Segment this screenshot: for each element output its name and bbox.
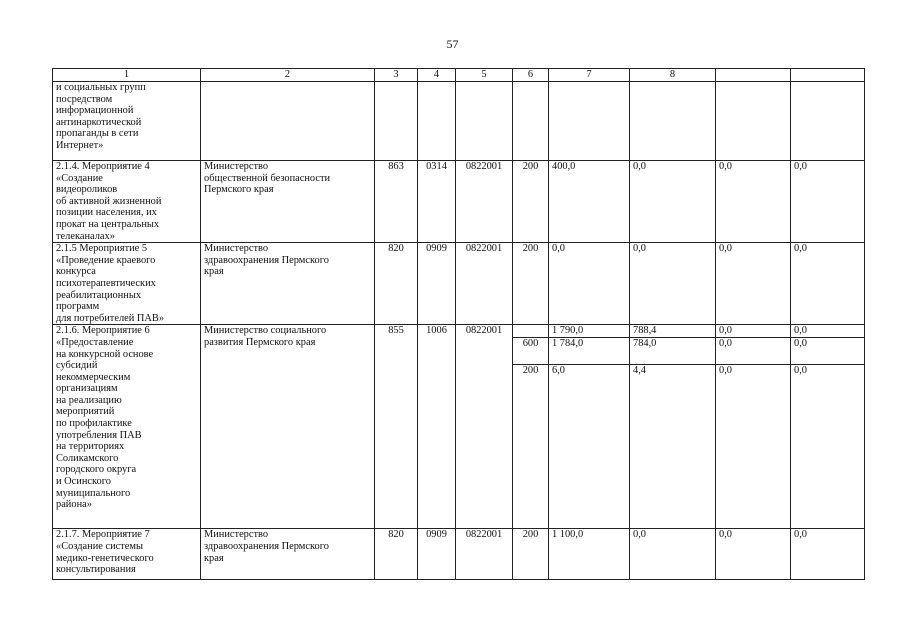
header-cell: 3 <box>375 69 418 82</box>
amount-cell: 0,0 <box>791 243 865 325</box>
table-row <box>53 82 865 161</box>
amount-cell: 1 100,0 <box>549 529 630 580</box>
amount-cell: 0,0 <box>630 161 716 243</box>
header-cell: 6 <box>513 69 549 82</box>
code-cell: 820 <box>375 529 418 580</box>
amount-cell: 0,0 <box>791 325 865 338</box>
ministry-cell: Министерство здравоохранения Пермского края <box>201 529 375 580</box>
measure-name-cell: 2.1.7. Мероприятие 7 «Создание системы медико-генетического консультирования <box>53 529 201 580</box>
amount-cell: 0,0 <box>716 325 791 338</box>
amount-cell: 400,0 <box>549 161 630 243</box>
header-cell <box>716 69 791 82</box>
amount-cell: 6,0 <box>549 365 630 529</box>
expense-type-cell: 200 <box>513 161 549 243</box>
amount-cell: 0,0 <box>716 338 791 365</box>
measure-name-cell: 2.1.6. Мероприятие 6 «Предоставление на конкурсной основе субсидий некоммерческим организациям на реализацию мероприятий по профилактике употребления ПАВ на территориях Соликамского городского округа и Осинского муниципального района» <box>53 325 201 529</box>
expense-type-cell: 600 <box>513 338 549 365</box>
amount-cell <box>630 82 716 161</box>
amount-cell: 0,0 <box>549 243 630 325</box>
header-cell: 2 <box>201 69 375 82</box>
amount-cell: 0,0 <box>791 161 865 243</box>
section-cell: 0909 <box>418 529 456 580</box>
ministry-cell: Министерство общественной безопасности Пермского края <box>201 161 375 243</box>
measure-name-cell: и социальных групп посредством информационной антинаркотической пропаганды в сети Интернет» <box>53 82 201 161</box>
section-cell: 0314 <box>418 161 456 243</box>
amount-cell <box>791 82 865 161</box>
target-article-cell: 0822001 <box>456 529 513 580</box>
header-cell: 5 <box>456 69 513 82</box>
amount-cell: 0,0 <box>716 529 791 580</box>
section-cell <box>418 82 456 161</box>
header-cell <box>791 69 865 82</box>
code-cell: 863 <box>375 161 418 243</box>
target-article-cell: 0822001 <box>456 243 513 325</box>
table-row <box>53 325 865 338</box>
amount-cell: 784,0 <box>630 338 716 365</box>
target-article-cell <box>456 82 513 161</box>
amount-cell: 0,0 <box>791 338 865 365</box>
code-cell <box>375 82 418 161</box>
header-cell: 1 <box>53 69 201 82</box>
amount-cell: 0,0 <box>630 529 716 580</box>
ministry-cell <box>201 82 375 161</box>
amount-cell: 0,0 <box>791 529 865 580</box>
header-cell: 4 <box>418 69 456 82</box>
table-row <box>53 243 865 325</box>
target-article-cell: 0822001 <box>456 161 513 243</box>
amount-cell: 788,4 <box>630 325 716 338</box>
amount-cell <box>549 82 630 161</box>
budget-table <box>52 68 865 580</box>
page-number: 57 <box>446 37 459 51</box>
header-cell: 7 <box>549 69 630 82</box>
amount-cell: 0,0 <box>716 243 791 325</box>
code-cell: 820 <box>375 243 418 325</box>
amount-cell: 1 784,0 <box>549 338 630 365</box>
amount-cell: 1 790,0 <box>549 325 630 338</box>
ministry-cell: Министерство здравоохранения Пермского края <box>201 243 375 325</box>
amount-cell: 0,0 <box>630 243 716 325</box>
expense-type-cell: 200 <box>513 365 549 529</box>
measure-name-cell: 2.1.5 Мероприятие 5 «Проведение краевого конкурса психотерапевтических реабилитационных программ для потребителей ПАВ» <box>53 243 201 325</box>
table-row <box>53 529 865 580</box>
header-cell: 8 <box>630 69 716 82</box>
expense-type-cell: 200 <box>513 529 549 580</box>
code-cell: 855 <box>375 325 418 529</box>
amount-cell <box>716 82 791 161</box>
section-cell: 1006 <box>418 325 456 529</box>
ministry-cell: Министерство социального развития Пермского края <box>201 325 375 529</box>
measure-name-cell: 2.1.4. Мероприятие 4 «Создание видеороликов об активной жизненной позиции населения, их прокат на центральных телеканалах» <box>53 161 201 243</box>
section-cell: 0909 <box>418 243 456 325</box>
amount-cell: 0,0 <box>791 365 865 529</box>
table-row <box>53 161 865 243</box>
expense-type-cell <box>513 82 549 161</box>
expense-type-cell <box>513 325 549 338</box>
amount-cell: 0,0 <box>716 161 791 243</box>
expense-type-cell: 200 <box>513 243 549 325</box>
amount-cell: 4,4 <box>630 365 716 529</box>
table-header-row <box>53 69 865 82</box>
target-article-cell: 0822001 <box>456 325 513 529</box>
amount-cell: 0,0 <box>716 365 791 529</box>
